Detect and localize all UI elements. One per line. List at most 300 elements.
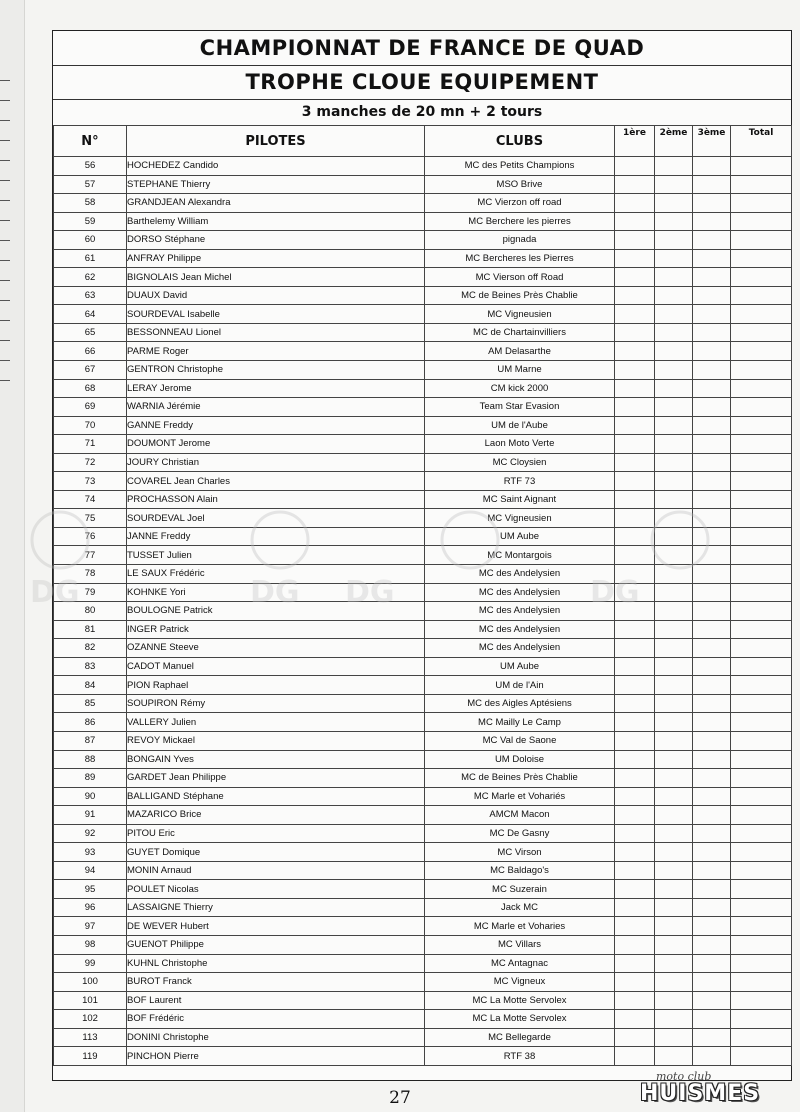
race2-cell bbox=[655, 565, 693, 584]
race3-cell bbox=[693, 676, 731, 695]
race1-cell bbox=[615, 416, 655, 435]
race1-cell bbox=[615, 583, 655, 602]
table-header-row bbox=[54, 126, 792, 157]
total-cell bbox=[731, 453, 792, 472]
table-row bbox=[54, 472, 792, 491]
col-header-race2: 2ème bbox=[655, 126, 693, 157]
pilot-name: JANNE Freddy bbox=[127, 527, 425, 546]
pilot-name: POULET Nicolas bbox=[127, 880, 425, 899]
pilot-name: DONINI Christophe bbox=[127, 1028, 425, 1047]
pilot-name: BOF Laurent bbox=[127, 991, 425, 1010]
pilot-name: GENTRON Christophe bbox=[127, 361, 425, 380]
table-row bbox=[54, 286, 792, 305]
pilot-name: GRANDJEAN Alexandra bbox=[127, 194, 425, 213]
race2-cell bbox=[655, 694, 693, 713]
club-name: UM Aube bbox=[425, 657, 615, 676]
rider-number: 56 bbox=[54, 157, 127, 176]
table-row bbox=[54, 917, 792, 936]
table-row bbox=[54, 954, 792, 973]
total-cell bbox=[731, 935, 792, 954]
race1-cell bbox=[615, 1010, 655, 1029]
race3-cell bbox=[693, 323, 731, 342]
total-cell bbox=[731, 565, 792, 584]
race1-cell bbox=[615, 824, 655, 843]
race3-cell bbox=[693, 694, 731, 713]
race2-cell bbox=[655, 1047, 693, 1066]
table-row bbox=[54, 546, 792, 565]
rider-number: 61 bbox=[54, 249, 127, 268]
pilot-name: CADOT Manuel bbox=[127, 657, 425, 676]
pilot-name: SOURDEVAL Joel bbox=[127, 509, 425, 528]
table-row bbox=[54, 249, 792, 268]
pilot-name: INGER Patrick bbox=[127, 620, 425, 639]
rider-number: 113 bbox=[54, 1028, 127, 1047]
race1-cell bbox=[615, 342, 655, 361]
rider-number: 89 bbox=[54, 769, 127, 788]
race1-cell bbox=[615, 546, 655, 565]
table-row bbox=[54, 880, 792, 899]
rider-number: 87 bbox=[54, 731, 127, 750]
pilot-name: GUYET Domique bbox=[127, 843, 425, 862]
pilot-name: GARDET Jean Philippe bbox=[127, 769, 425, 788]
total-cell bbox=[731, 157, 792, 176]
total-cell bbox=[731, 694, 792, 713]
race1-cell bbox=[615, 175, 655, 194]
table-row bbox=[54, 676, 792, 695]
pilot-name: BIGNOLAIS Jean Michel bbox=[127, 268, 425, 287]
table-row bbox=[54, 212, 792, 231]
race1-cell bbox=[615, 639, 655, 658]
race3-cell bbox=[693, 305, 731, 324]
table-row bbox=[54, 898, 792, 917]
race2-cell bbox=[655, 509, 693, 528]
race3-cell bbox=[693, 565, 731, 584]
total-cell bbox=[731, 1028, 792, 1047]
total-cell bbox=[731, 917, 792, 936]
pilot-name: LE SAUX Frédéric bbox=[127, 565, 425, 584]
club-name: pignada bbox=[425, 231, 615, 250]
club-name: MSO Brive bbox=[425, 175, 615, 194]
pilot-name: PROCHASSON Alain bbox=[127, 490, 425, 509]
club-name: MC des Andelysien bbox=[425, 602, 615, 621]
club-name: MC La Motte Servolex bbox=[425, 1010, 615, 1029]
pilot-name: LASSAIGNE Thierry bbox=[127, 898, 425, 917]
club-name: UM de l'Ain bbox=[425, 676, 615, 695]
table-row bbox=[54, 583, 792, 602]
race1-cell bbox=[615, 991, 655, 1010]
rider-number: 91 bbox=[54, 806, 127, 825]
table-row bbox=[54, 268, 792, 287]
rider-number: 119 bbox=[54, 1047, 127, 1066]
total-cell bbox=[731, 676, 792, 695]
trophy-title: TROPHE CLOUE EQUIPEMENT bbox=[53, 65, 791, 100]
race2-cell bbox=[655, 194, 693, 213]
race3-cell bbox=[693, 657, 731, 676]
pilot-name: TUSSET Julien bbox=[127, 546, 425, 565]
rider-number: 76 bbox=[54, 527, 127, 546]
table-row bbox=[54, 342, 792, 361]
club-name: UM Marne bbox=[425, 361, 615, 380]
club-name: MC Montargois bbox=[425, 546, 615, 565]
pilot-name: PARME Roger bbox=[127, 342, 425, 361]
pilot-name: DUAUX David bbox=[127, 286, 425, 305]
race2-cell bbox=[655, 398, 693, 417]
pilot-name: KOHNKE Yori bbox=[127, 583, 425, 602]
pilot-name: GUENOT Philippe bbox=[127, 935, 425, 954]
table-row bbox=[54, 731, 792, 750]
club-name: MC des Andelysien bbox=[425, 583, 615, 602]
rider-number: 71 bbox=[54, 435, 127, 454]
rider-number: 99 bbox=[54, 954, 127, 973]
race1-cell bbox=[615, 602, 655, 621]
race3-cell bbox=[693, 472, 731, 491]
race2-cell bbox=[655, 342, 693, 361]
race3-cell bbox=[693, 583, 731, 602]
rider-number: 90 bbox=[54, 787, 127, 806]
rider-number: 67 bbox=[54, 361, 127, 380]
race3-cell bbox=[693, 546, 731, 565]
race3-cell bbox=[693, 898, 731, 917]
race1-cell bbox=[615, 435, 655, 454]
rider-number: 93 bbox=[54, 843, 127, 862]
club-name: MC Mailly Le Camp bbox=[425, 713, 615, 732]
race3-cell bbox=[693, 268, 731, 287]
club-name: MC des Andelysien bbox=[425, 639, 615, 658]
club-name: MC Berchere les pierres bbox=[425, 212, 615, 231]
rider-number: 78 bbox=[54, 565, 127, 584]
club-name: MC Virson bbox=[425, 843, 615, 862]
table-row bbox=[54, 453, 792, 472]
race2-cell bbox=[655, 954, 693, 973]
total-cell bbox=[731, 175, 792, 194]
club-name: MC de Beines Près Chablie bbox=[425, 286, 615, 305]
club-name: MC Villars bbox=[425, 935, 615, 954]
race1-cell bbox=[615, 898, 655, 917]
total-cell bbox=[731, 194, 792, 213]
logo-main-text: HUISMES bbox=[640, 1081, 761, 1106]
race2-cell bbox=[655, 620, 693, 639]
table-row bbox=[54, 565, 792, 584]
pilot-name: PION Raphael bbox=[127, 676, 425, 695]
table-row bbox=[54, 657, 792, 676]
rider-number: 84 bbox=[54, 676, 127, 695]
rider-number: 66 bbox=[54, 342, 127, 361]
col-header-pilots: PILOTES bbox=[127, 126, 425, 157]
race1-cell bbox=[615, 731, 655, 750]
race2-cell bbox=[655, 472, 693, 491]
race3-cell bbox=[693, 416, 731, 435]
rider-number: 68 bbox=[54, 379, 127, 398]
race1-cell bbox=[615, 453, 655, 472]
club-name: MC Baldago's bbox=[425, 861, 615, 880]
race1-cell bbox=[615, 527, 655, 546]
race3-cell bbox=[693, 212, 731, 231]
table-row bbox=[54, 750, 792, 769]
race1-cell bbox=[615, 973, 655, 992]
race3-cell bbox=[693, 398, 731, 417]
race1-cell bbox=[615, 694, 655, 713]
club-name: MC Vigneux bbox=[425, 973, 615, 992]
table-row bbox=[54, 861, 792, 880]
pilot-name: BALLIGAND Stéphane bbox=[127, 787, 425, 806]
total-cell bbox=[731, 231, 792, 250]
race1-cell bbox=[615, 472, 655, 491]
total-cell bbox=[731, 713, 792, 732]
race3-cell bbox=[693, 806, 731, 825]
pilot-name: Barthelemy William bbox=[127, 212, 425, 231]
club-name: MC Vierzon off road bbox=[425, 194, 615, 213]
pilot-name: PITOU Eric bbox=[127, 824, 425, 843]
race2-cell bbox=[655, 157, 693, 176]
rider-number: 77 bbox=[54, 546, 127, 565]
table-row bbox=[54, 175, 792, 194]
rider-number: 83 bbox=[54, 657, 127, 676]
svg-text:DG: DG bbox=[345, 575, 395, 610]
table-row bbox=[54, 713, 792, 732]
race1-cell bbox=[615, 194, 655, 213]
table-row bbox=[54, 1010, 792, 1029]
race3-cell bbox=[693, 1028, 731, 1047]
total-cell bbox=[731, 898, 792, 917]
pilot-name: SOUPIRON Rémy bbox=[127, 694, 425, 713]
rider-number: 70 bbox=[54, 416, 127, 435]
race1-cell bbox=[615, 769, 655, 788]
club-name: MC De Gasny bbox=[425, 824, 615, 843]
race1-cell bbox=[615, 286, 655, 305]
total-cell bbox=[731, 212, 792, 231]
pilot-name: STEPHANE Thierry bbox=[127, 175, 425, 194]
table-row bbox=[54, 787, 792, 806]
race3-cell bbox=[693, 194, 731, 213]
club-name: MC Bercheres les Pierres bbox=[425, 249, 615, 268]
club-name: MC de Chartainvilliers bbox=[425, 323, 615, 342]
pilot-name: JOURY Christian bbox=[127, 453, 425, 472]
race3-cell bbox=[693, 157, 731, 176]
pilot-name: BUROT Franck bbox=[127, 973, 425, 992]
total-cell bbox=[731, 249, 792, 268]
table-row bbox=[54, 602, 792, 621]
club-name: Laon Moto Verte bbox=[425, 435, 615, 454]
race3-cell bbox=[693, 342, 731, 361]
adjacent-page-edge bbox=[0, 0, 25, 1112]
rider-number: 74 bbox=[54, 490, 127, 509]
total-cell bbox=[731, 639, 792, 658]
race1-cell bbox=[615, 935, 655, 954]
race3-cell bbox=[693, 435, 731, 454]
club-name: MC Bellegarde bbox=[425, 1028, 615, 1047]
race2-cell bbox=[655, 435, 693, 454]
pilot-name: BOF Frédéric bbox=[127, 1010, 425, 1029]
club-name: MC des Andelysien bbox=[425, 620, 615, 639]
race2-cell bbox=[655, 991, 693, 1010]
race2-cell bbox=[655, 212, 693, 231]
club-name: MC Vierson off Road bbox=[425, 268, 615, 287]
race2-cell bbox=[655, 639, 693, 658]
table-row bbox=[54, 620, 792, 639]
rider-number: 79 bbox=[54, 583, 127, 602]
rider-number: 98 bbox=[54, 935, 127, 954]
table-row bbox=[54, 323, 792, 342]
rider-number: 59 bbox=[54, 212, 127, 231]
race2-cell bbox=[655, 249, 693, 268]
total-cell bbox=[731, 1047, 792, 1066]
race2-cell bbox=[655, 379, 693, 398]
total-cell bbox=[731, 824, 792, 843]
rider-number: 65 bbox=[54, 323, 127, 342]
race3-cell bbox=[693, 861, 731, 880]
race3-cell bbox=[693, 231, 731, 250]
total-cell bbox=[731, 509, 792, 528]
club-name: MC Cloysien bbox=[425, 453, 615, 472]
rider-number: 86 bbox=[54, 713, 127, 732]
col-header-total: Total bbox=[731, 126, 792, 157]
rider-number: 96 bbox=[54, 898, 127, 917]
race1-cell bbox=[615, 880, 655, 899]
rider-number: 58 bbox=[54, 194, 127, 213]
race1-cell bbox=[615, 843, 655, 862]
race2-cell bbox=[655, 323, 693, 342]
club-name: CM kick 2000 bbox=[425, 379, 615, 398]
race2-cell bbox=[655, 1028, 693, 1047]
col-header-race1: 1ère bbox=[615, 126, 655, 157]
club-name: MC La Motte Servolex bbox=[425, 991, 615, 1010]
table-row bbox=[54, 231, 792, 250]
club-name: MC Suzerain bbox=[425, 880, 615, 899]
race1-cell bbox=[615, 305, 655, 324]
pilot-name: OZANNE Steeve bbox=[127, 639, 425, 658]
race2-cell bbox=[655, 286, 693, 305]
rider-number: 94 bbox=[54, 861, 127, 880]
table-row bbox=[54, 509, 792, 528]
club-name: UM Aube bbox=[425, 527, 615, 546]
race3-cell bbox=[693, 639, 731, 658]
results-sheet bbox=[52, 30, 792, 1081]
race3-cell bbox=[693, 713, 731, 732]
total-cell bbox=[731, 546, 792, 565]
pilot-name: GANNE Freddy bbox=[127, 416, 425, 435]
table-row bbox=[54, 1047, 792, 1066]
race1-cell bbox=[615, 249, 655, 268]
total-cell bbox=[731, 1010, 792, 1029]
rider-number: 69 bbox=[54, 398, 127, 417]
race3-cell bbox=[693, 249, 731, 268]
total-cell bbox=[731, 268, 792, 287]
club-name: Jack MC bbox=[425, 898, 615, 917]
race2-cell bbox=[655, 453, 693, 472]
club-name: Team Star Evasion bbox=[425, 398, 615, 417]
club-name: MC Marle et Vohariés bbox=[425, 787, 615, 806]
race3-cell bbox=[693, 509, 731, 528]
rider-number: 85 bbox=[54, 694, 127, 713]
race1-cell bbox=[615, 750, 655, 769]
race3-cell bbox=[693, 750, 731, 769]
race2-cell bbox=[655, 898, 693, 917]
table-row bbox=[54, 194, 792, 213]
race1-cell bbox=[615, 361, 655, 380]
total-cell bbox=[731, 472, 792, 491]
club-name: MC Saint Aignant bbox=[425, 490, 615, 509]
club-name: UM de l'Aube bbox=[425, 416, 615, 435]
total-cell bbox=[731, 602, 792, 621]
table-row bbox=[54, 1028, 792, 1047]
rider-number: 75 bbox=[54, 509, 127, 528]
club-name: MC Antagnac bbox=[425, 954, 615, 973]
table-row bbox=[54, 694, 792, 713]
pilot-name: DE WEVER Hubert bbox=[127, 917, 425, 936]
club-name: UM Doloise bbox=[425, 750, 615, 769]
rider-number: 80 bbox=[54, 602, 127, 621]
club-name: AMCM Macon bbox=[425, 806, 615, 825]
race1-cell bbox=[615, 231, 655, 250]
total-cell bbox=[731, 398, 792, 417]
col-header-number: N° bbox=[54, 126, 127, 157]
race2-cell bbox=[655, 305, 693, 324]
pilot-name: COVAREL Jean Charles bbox=[127, 472, 425, 491]
championship-title: CHAMPIONNAT DE FRANCE DE QUAD bbox=[53, 31, 791, 66]
race3-cell bbox=[693, 1010, 731, 1029]
race2-cell bbox=[655, 527, 693, 546]
table-row bbox=[54, 639, 792, 658]
table-row bbox=[54, 935, 792, 954]
svg-text:DG: DG bbox=[590, 575, 640, 610]
race3-cell bbox=[693, 175, 731, 194]
table-row bbox=[54, 157, 792, 176]
race2-cell bbox=[655, 490, 693, 509]
col-header-clubs: CLUBS bbox=[425, 126, 615, 157]
pilot-name: ANFRAY Philippe bbox=[127, 249, 425, 268]
race1-cell bbox=[615, 1047, 655, 1066]
race3-cell bbox=[693, 824, 731, 843]
race1-cell bbox=[615, 268, 655, 287]
race3-cell bbox=[693, 286, 731, 305]
rider-number: 73 bbox=[54, 472, 127, 491]
race3-cell bbox=[693, 361, 731, 380]
svg-text:DG: DG bbox=[250, 575, 300, 610]
pilot-name: HOCHEDEZ Candido bbox=[127, 157, 425, 176]
pilot-name: KUHNL Christophe bbox=[127, 954, 425, 973]
rider-number: 64 bbox=[54, 305, 127, 324]
table-row bbox=[54, 769, 792, 788]
rider-number: 82 bbox=[54, 639, 127, 658]
race1-cell bbox=[615, 676, 655, 695]
total-cell bbox=[731, 843, 792, 862]
race1-cell bbox=[615, 620, 655, 639]
race2-cell bbox=[655, 676, 693, 695]
club-name: MC des Petits Champions bbox=[425, 157, 615, 176]
race3-cell bbox=[693, 880, 731, 899]
total-cell bbox=[731, 657, 792, 676]
race2-cell bbox=[655, 787, 693, 806]
race3-cell bbox=[693, 973, 731, 992]
table-row bbox=[54, 379, 792, 398]
race2-cell bbox=[655, 713, 693, 732]
race2-cell bbox=[655, 175, 693, 194]
table-row bbox=[54, 361, 792, 380]
total-cell bbox=[731, 861, 792, 880]
race3-cell bbox=[693, 991, 731, 1010]
club-name: MC des Andelysien bbox=[425, 565, 615, 584]
total-cell bbox=[731, 379, 792, 398]
table-row bbox=[54, 435, 792, 454]
race1-cell bbox=[615, 861, 655, 880]
race2-cell bbox=[655, 917, 693, 936]
svg-text:DG: DG bbox=[30, 575, 80, 610]
total-cell bbox=[731, 954, 792, 973]
race3-cell bbox=[693, 527, 731, 546]
page-number: 27 bbox=[389, 1088, 411, 1108]
race3-cell bbox=[693, 620, 731, 639]
total-cell bbox=[731, 991, 792, 1010]
